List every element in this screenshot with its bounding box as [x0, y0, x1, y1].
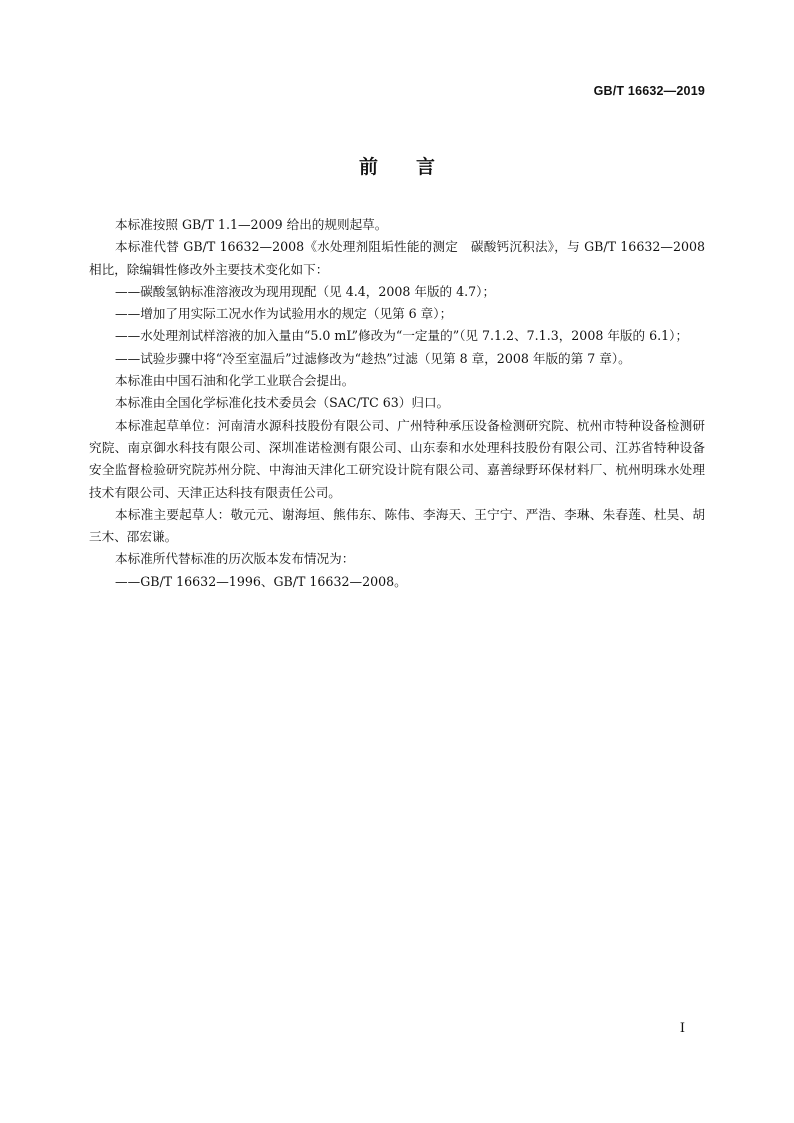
paragraph-proposer: 本标准由中国石油和化学工业联合会提出。 — [115, 373, 355, 389]
paragraph-committee: 本标准由全国化学标准化技术委员会（SAC/TC 63）归口。 — [115, 395, 450, 411]
paragraph-drafters: 本标准主要起草人：敬元元、谢海垣、熊伟东、陈伟、李海天、王宁宁、严浩、李琳、朱春莲、杜昊、胡三木、邵宏谦。 — [89, 506, 705, 545]
change-item: ——碳酸氢钠标准溶液改为现用现配（见 4.4，2008 年版的 4.7）； — [115, 283, 496, 299]
standard-code: GB/T 16632—2019 — [593, 84, 705, 98]
paragraph-drafting-rule: 本标准按照 GB/T 1.1—2009 给出的规则起草。 — [115, 217, 388, 232]
title-char-1: 前 — [358, 156, 378, 178]
foreword-body — [89, 214, 705, 593]
paragraph-drafting-units: 本标准起草单位：河南清水源科技股份有限公司、广州特种承压设备检测研究院、杭州市特种设备检测研究院、南京御水科技有限公司、深圳准诺检测有限公司、山东泰和水处理科技股份有限公司、江苏省特种设备安全监督检验研究院苏州分院、中海油天津化工研究设计院有限公司、嘉善绿野环保材料厂、杭州明珠水处理技术有限公司、天津正达科技有限责任公司。 — [89, 417, 705, 500]
page-number: I — [679, 1021, 685, 1036]
page-title — [0, 152, 794, 179]
history-item: ——GB/T 16632—1996、GB/T 16632—2008。 — [115, 573, 407, 589]
change-item: ——增加了用实际工况水作为试验用水的规定（见第 6 章）； — [115, 306, 453, 322]
title-char-2: 言 — [416, 156, 436, 178]
paragraph-history-intro: 本标准所代替标准的历次版本发布情况为： — [115, 551, 355, 567]
paragraph-replacement: 本标准代替 GB/T 16632—2008《水处理剂阻垢性能的测定 碳酸钙沉积法》，与 GB/T 16632—2008 相比，除编辑性修改外主要技术变化如下： — [89, 239, 705, 277]
change-item: ——试验步骤中将“冷至室温后”过滤修改为“趁热”过滤（见第 8 章，2008 年版的第 7 章）。 — [115, 350, 631, 366]
change-item: ——水处理剂试样溶液的加入量由“5.0 mL”修改为“一定量的”（见 7.1.2、7.1.3，2008 年版的 6.1）； — [115, 328, 689, 344]
